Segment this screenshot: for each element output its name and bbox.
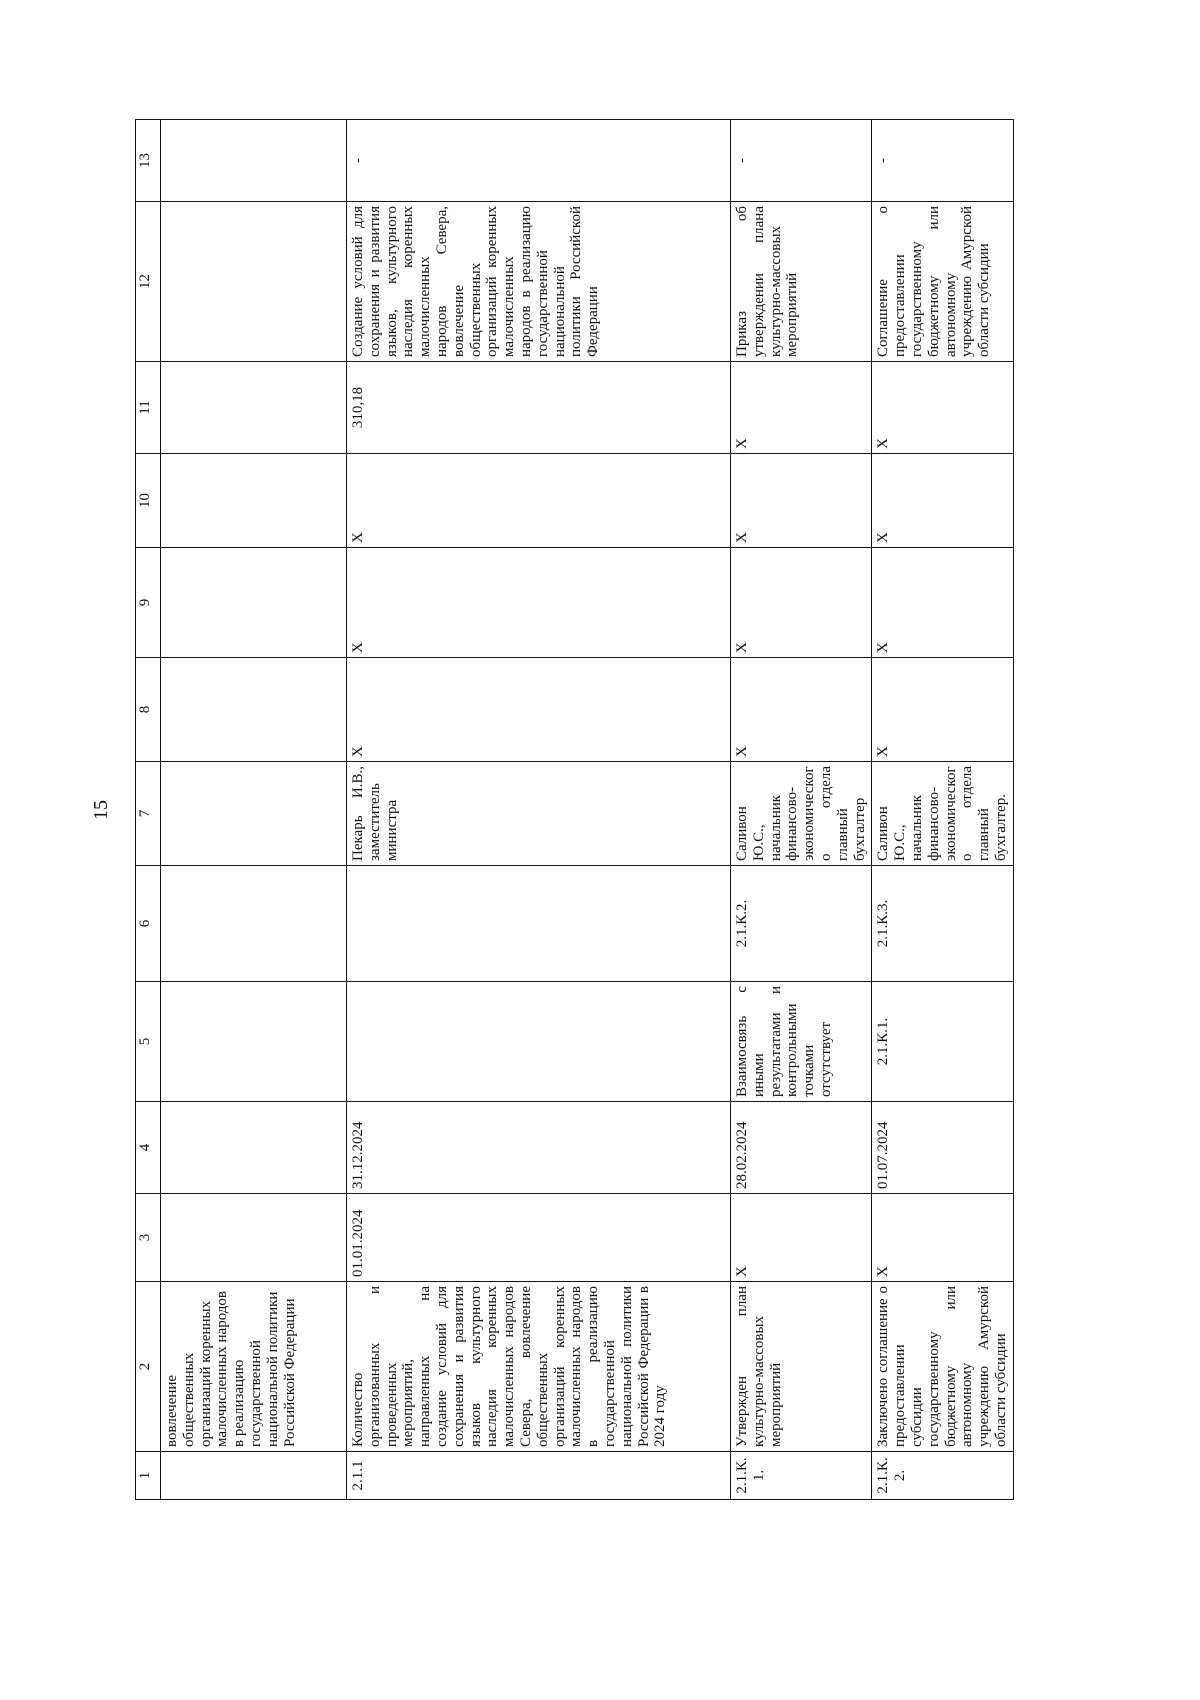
table-row: [161, 120, 347, 1500]
page-number: 15: [90, 800, 112, 820]
table-cell: [161, 1452, 347, 1500]
table-cell: [161, 982, 347, 1102]
table-cell: -: [347, 120, 731, 202]
table-cell: -: [872, 120, 1013, 202]
table-cell: X: [731, 1194, 872, 1282]
table-cell: Соглашение о предоставлении государственному бюджетному или автономному учреждению Амурской области субсидии: [872, 202, 1013, 362]
table-cell: [347, 982, 731, 1102]
table-cell: [161, 1102, 347, 1194]
table-row: [731, 120, 872, 1500]
table-cell: -: [731, 120, 872, 202]
rotated-table-wrapper: [135, 120, 1200, 1500]
table-cell: вовлечение общественных организаций коренных малочисленных народов в реализацию государственной национальной политики Российской Федерации: [161, 1282, 347, 1452]
table-cell: X: [872, 658, 1013, 762]
responsible-person: Саливон Ю.С., начальник финансово-экономического отдела главный бухгалтер.: [872, 762, 1013, 866]
responsible-person: Саливон Ю.С., начальник финансово-экономического отдела главный бухгалтер: [731, 762, 872, 866]
table-cell: [347, 866, 731, 982]
table-cell: [161, 866, 347, 982]
col-header: 1: [136, 1452, 161, 1500]
table-cell: X: [872, 362, 1013, 454]
row-number: 2.1.К.1.: [731, 1452, 872, 1500]
table-cell: X: [347, 454, 731, 548]
table-cell: [161, 658, 347, 762]
table-cell: [161, 362, 347, 454]
col-header: 11: [136, 362, 161, 454]
table-cell: X: [872, 1194, 1013, 1282]
table-cell: 2.1.К.1.: [872, 982, 1013, 1102]
date-end: 28.02.2024: [731, 1102, 872, 1194]
table-cell: [161, 454, 347, 548]
col-header: 13: [136, 120, 161, 202]
col-header: 7: [136, 762, 161, 866]
table-cell: [161, 120, 347, 202]
col-header: 12: [136, 202, 161, 362]
table-cell: X: [872, 454, 1013, 548]
table-cell: X: [347, 658, 731, 762]
col-header: 5: [136, 982, 161, 1102]
table-cell: [161, 548, 347, 658]
col-header: 9: [136, 548, 161, 658]
plan-table: [135, 119, 1014, 1500]
table-cell: Взаимосвязь с иными результатами и контрольными точками отсутствует: [731, 982, 872, 1102]
table-cell: Утвержден план культурно-массовых мероприятий: [731, 1282, 872, 1452]
table-cell: X: [731, 658, 872, 762]
col-header: 2: [136, 1282, 161, 1452]
col-header: 8: [136, 658, 161, 762]
date-start: 01.01.2024: [347, 1194, 731, 1282]
table-cell: X: [872, 548, 1013, 658]
header-row: [136, 120, 161, 1500]
table-cell: [161, 762, 347, 866]
table-row: [347, 120, 731, 1500]
col-header: 6: [136, 866, 161, 982]
table-cell: Количество организованных и проведенных мероприятий, направленных на создание условий для сохранения и развития языков культурного наследия коренных малочисленных народов Севера, вовлечение общественных организаций коренных малочисленных народов в реализацию государственной национальной политики Российской Федерации в 2024 году: [347, 1282, 731, 1452]
table-cell: [161, 1194, 347, 1282]
table-cell: [161, 202, 347, 362]
table-row: [872, 120, 1013, 1500]
table-cell: Заключено соглашение о предоставлении субсидии государственному бюджетному или автономному учреждению Амурской области субсидии: [872, 1282, 1013, 1452]
row-number: 2.1.К.2.: [872, 1452, 1013, 1500]
table-cell: Создание условий для сохранения и развития языков, культурного наследия коренных малочисленных народов Севера, вовлечение общественных организаций коренных малочисленных народов в реализацию государственной национальной политики Российской Федерации: [347, 202, 731, 362]
table-cell: X: [731, 362, 872, 454]
col-header: 10: [136, 454, 161, 548]
table-cell: Приказ об утверждении плана культурно-массовых мероприятий: [731, 202, 872, 362]
table-cell: X: [731, 454, 872, 548]
responsible-person: Пекарь И.В., заместитель министра: [347, 762, 731, 866]
row-number: 2.1.1: [347, 1452, 731, 1500]
table-cell: X: [731, 548, 872, 658]
table-cell: 310,18: [347, 362, 731, 454]
table-cell: 2.1.К.3.: [872, 866, 1013, 982]
table-cell: 2.1.К.2.: [731, 866, 872, 982]
date-end: 01.07.2024: [872, 1102, 1013, 1194]
col-header: 3: [136, 1194, 161, 1282]
table-cell: X: [347, 548, 731, 658]
date-end: 31.12.2024: [347, 1102, 731, 1194]
col-header: 4: [136, 1102, 161, 1194]
